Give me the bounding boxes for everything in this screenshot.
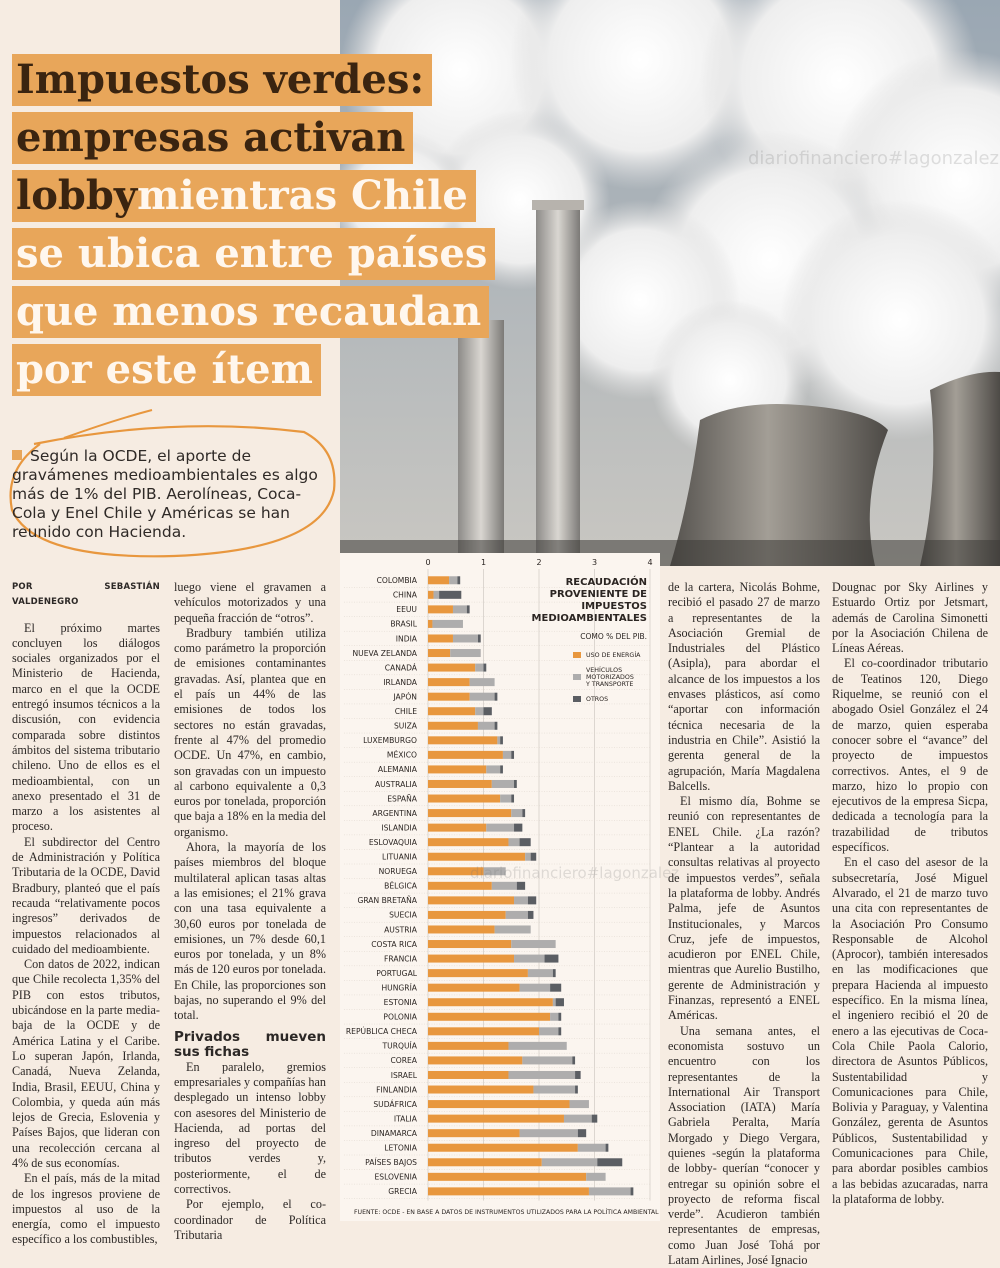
category-label: BÉLGICA [384, 881, 417, 891]
bar-segment [470, 678, 495, 686]
bar-segment [428, 649, 450, 657]
headline-segment: mientras Chile [137, 172, 468, 219]
bar-segment [428, 707, 475, 715]
chart-title: IMPUESTOS [581, 601, 647, 612]
bar-segment [428, 984, 520, 992]
bar-segment [428, 1173, 586, 1181]
bar-segment [592, 1115, 598, 1123]
paragraph: El mismo día, Bohme se reunió con representantes de ENEL Chile. ¿La razón? “Plantear a la autoridad consultas relativas al proyecto de impuestos verdes”, señala la plataforma de lobby. Andrés Palma, jefe de Asuntos Institucionales, y Marcos Cruz, jefe de impuestos, acudieron por ENEL Chile, mientras que Aurelio Bustilho, gerente de Administración y Finanzas, representó a ENEL Américas. [668, 794, 820, 1023]
bar-segment [475, 707, 483, 715]
bar-segment [500, 736, 503, 744]
bar-segment [531, 853, 537, 861]
bar-segment [428, 838, 508, 846]
bar-segment [558, 1027, 561, 1035]
legend-label: Y TRANSPORTE [586, 681, 634, 688]
bar-segment [500, 765, 503, 773]
bar-segment [428, 576, 449, 584]
bar-segment [428, 693, 470, 701]
legend-swatch [573, 674, 581, 680]
category-label: AUSTRALIA [374, 779, 417, 789]
headline-segment: que menos recaudan [16, 288, 482, 335]
legend-label: USO DE ENERGÍA [586, 652, 641, 659]
bar-segment [453, 605, 467, 613]
bar-segment [428, 634, 453, 642]
bar-segment [428, 940, 511, 948]
environmental-tax-chart [340, 553, 660, 1221]
bar-segment [575, 1086, 578, 1094]
watermark: diariofinanciero#lagonzalez [470, 864, 680, 882]
category-label: LETONIA [384, 1143, 417, 1153]
bar-segment [553, 969, 556, 977]
bar-segment [486, 824, 514, 832]
bar-segment [508, 1071, 575, 1079]
bar-segment [484, 707, 492, 715]
paragraph: Bradbury también utiliza como parámetro la proporción de emisiones contaminantes gravadas. Así, plantea que en el país un 44% de las emisiones de todos los sectores no están gravadas, frente al 47% del promedio OCDE. Un 47%, en cambio, son gravadas con un impuesto al carbono equivalente a 0,3 euros por tonelada, proporción que baja a 18% en la media del organismo. [174, 625, 326, 839]
paragraph: luego viene el gravamen a vehículos motorizados y una pequeña fracción de “otros”. [174, 580, 326, 625]
bar-segment [428, 969, 528, 977]
bar-segment [520, 838, 531, 846]
bar-segment [428, 882, 492, 890]
legend-swatch [573, 696, 581, 702]
bar-segment [434, 591, 440, 599]
bar-segment [478, 634, 481, 642]
bar-segment [428, 795, 500, 803]
category-label: COLOMBIA [376, 576, 417, 586]
category-label: ALEMANIA [377, 765, 417, 775]
bar-segment [428, 1129, 520, 1137]
bar-segment [428, 911, 506, 919]
category-label: POLONIA [383, 1012, 417, 1022]
category-label: ESTONIA [383, 998, 417, 1008]
bar-segment [428, 1115, 564, 1123]
bar-segment [511, 795, 514, 803]
article-column-3 [668, 580, 820, 1268]
bar-segment [428, 591, 434, 599]
headline-line [12, 228, 512, 280]
bar-segment [514, 780, 517, 788]
bar-segment [453, 634, 478, 642]
paragraph: En paralelo, gremios empresariales y compañías han desplegado un intenso lobby con asesores del Ministerio de Hacienda, ad portas del ingreso del proyecto de tributos verdes y, posteriormente, el de correctivos. [174, 1059, 326, 1196]
category-label: COREA [390, 1056, 417, 1066]
headline-segment: Impuestos verdes: [16, 56, 425, 103]
bar-segment [428, 1100, 570, 1108]
bar-segment [428, 765, 486, 773]
bar-segment [606, 1144, 609, 1152]
bar-segment [545, 955, 559, 963]
headline-line [12, 54, 512, 106]
bar-segment [486, 765, 500, 773]
bar-segment [484, 664, 487, 672]
category-label: ARGENTINA [372, 808, 417, 818]
bar-segment [495, 722, 498, 730]
bar-segment [556, 998, 564, 1006]
paragraph: Una semana antes, el economista sostuvo un encuentro con los representantes de la International Air Transport Association (IATA) María Gabriela Peralta, María Morgado y Diego Vergara, quienes -según la plataforma de lobby- querían “conocer y entregar su opinión sobre el proyecto de reforma fiscal verde”. Acudieron también representantes de empresas, como Juan José Tohá por Latam Airlines, José Ignacio [668, 1023, 820, 1268]
bar-segment [428, 736, 497, 744]
x-tick-label: 4 [647, 558, 653, 567]
bar-segment [428, 1086, 533, 1094]
bar-segment [428, 1013, 550, 1021]
chart-title: MEDIOAMBIENTALES [531, 613, 647, 624]
bar-segment [514, 896, 528, 904]
headline-segment: se ubica entre países [16, 230, 488, 277]
bar-segment [550, 1013, 558, 1021]
bar-segment [428, 896, 514, 904]
category-label: CHINA [392, 590, 417, 600]
category-label: IRLANDA [383, 677, 417, 687]
bar-segment [428, 620, 432, 628]
x-tick-label: 1 [480, 558, 487, 567]
category-label: SUECIA [389, 910, 417, 920]
bar-segment [449, 576, 457, 584]
category-label: LITUANIA [382, 852, 417, 862]
bar-segment [428, 853, 525, 861]
legend-label: OTROS [586, 696, 609, 703]
category-label: FRANCIA [384, 954, 417, 964]
category-label: ESPAÑA [387, 794, 417, 804]
chart-title: RECAUDACIÓN [565, 577, 647, 588]
article-column-2 [174, 580, 326, 1243]
category-label: PAÍSES BAJOS [365, 1158, 417, 1168]
category-label: JAPÓN [393, 692, 417, 702]
category-label: CHILE [394, 707, 417, 717]
bar-segment [533, 1086, 575, 1094]
bar-segment [506, 911, 528, 919]
bar-segment [475, 664, 483, 672]
bar-segment [428, 925, 495, 933]
category-label: GRECIA [388, 1187, 417, 1197]
headline-line [12, 286, 512, 338]
bar-segment [428, 751, 503, 759]
category-label: CANADÁ [384, 663, 417, 673]
bar-segment [575, 1071, 581, 1079]
paragraph: El co-coordinador tributario de Teatinos 120, Diego Riquelme, se reunió con el abogado Osiel González el 24 de marzo, quien esperaba conocer sobre el “avance” del proyecto de impuestos correctivos. Antes, el 9 de marzo, hizo lo propio con ejecutivos de la empresa Sicpa, dedicada a tecnología para la trazabilidad de tributos específicos. [832, 656, 988, 855]
headline-line [12, 112, 512, 164]
chart-title: PROVENIENTE DE [549, 589, 647, 600]
bar-segment [428, 1144, 578, 1152]
bar-segment [492, 780, 514, 788]
bar-segment [428, 998, 553, 1006]
category-label: GRAN BRETAÑA [357, 896, 417, 906]
bar-segment [528, 896, 536, 904]
bar-segment [514, 955, 545, 963]
lead-text: Según la OCDE, el aporte de gravámenes medioambientales es algo más de 1% del PIB. Aerolíneas, Coca-Cola y Enel Chile y Américas se han reunido con Hacienda. [12, 447, 318, 541]
byline: POR SEBASTIÁN VALDENEGRO [12, 582, 160, 608]
bar-segment [450, 649, 481, 657]
paragraph: El próximo martes concluyen los diálogos sociales organizados por el Ministerio de Hacienda, marco en el que la OCDE entregó insumos técnicos a la discusión, con evidencia comparada sobre distintos ámbitos del sistema tributario chileno. Uno de ellos es el medioambiental, con un anexo presentado el 31 de marzo a los asistentes al proceso. [12, 620, 160, 834]
category-label: EEUU [396, 605, 417, 615]
bar-segment [428, 605, 453, 613]
bar-segment [428, 1042, 508, 1050]
category-label: ESLOVENIA [374, 1172, 417, 1182]
bar-segment [542, 1158, 598, 1166]
bar-segment [428, 867, 484, 875]
paragraph: Por ejemplo, el co-coordinador de Política Tributaria [174, 1197, 326, 1242]
headline-line [12, 170, 512, 222]
category-label: MÉXICO [386, 750, 417, 760]
category-label: PORTUGAL [376, 968, 417, 978]
paragraph: Con datos de 2022, indican que Chile recolecta 1,35% del PIB con estos tributos, ubicándose en la parte media-baja de la OCDE y de América Latina y el Caribe. Lo superan Japón, Irlanda, Canadá, Nueva Zelanda, India, Brasil, EEUU, China y Colombia, y queda aún más lejos de Grecia, Eslovenia y Países Bajos, que lideran con una recolección cercana al 4% de sus economías. [12, 957, 160, 1170]
headline-segment: empresas activan [16, 114, 406, 161]
bar-segment [597, 1158, 622, 1166]
category-label: FINLANDIA [376, 1085, 417, 1095]
bar-segment [511, 940, 555, 948]
bar-segment [631, 1187, 634, 1195]
bar-segment [428, 664, 475, 672]
x-tick-label: 0 [425, 558, 431, 567]
bar-segment [508, 1042, 566, 1050]
bar-segment [428, 1187, 589, 1195]
watermark: diariofinanciero#lagonzalez [748, 148, 1000, 169]
bar-segment [520, 1129, 578, 1137]
category-label: TURQUÍA [382, 1041, 417, 1051]
bar-segment [511, 751, 514, 759]
bar-segment [428, 1158, 542, 1166]
category-label: ISLANDIA [381, 823, 417, 833]
bar-segment [550, 984, 561, 992]
bar-segment [428, 678, 470, 686]
bar-segment [522, 809, 525, 817]
bar-segment [497, 736, 500, 744]
bar-segment [495, 693, 498, 701]
category-label: NUEVA ZELANDA [352, 648, 417, 658]
bar-segment [439, 591, 461, 599]
bar-segment [539, 1027, 558, 1035]
bar-segment [572, 1056, 575, 1064]
bar-segment [578, 1129, 586, 1137]
category-label: SUDÁFRICA [373, 1099, 417, 1109]
paragraph: En el país, más de la mitad de los ingresos proviene de impuestos al uso de la energía, como el impuesto específico a los combustibles, [12, 1171, 160, 1247]
bar-segment [428, 780, 492, 788]
headline-segment: lobby [16, 172, 138, 219]
bar-segment [517, 882, 525, 890]
bar-segment [428, 1027, 539, 1035]
bar-segment [467, 605, 470, 613]
x-tick-label: 2 [536, 558, 542, 567]
category-label: AUSTRIA [384, 925, 417, 935]
bar-segment [564, 1115, 592, 1123]
bar-segment [528, 911, 534, 919]
bar-segment [589, 1187, 631, 1195]
chart-subtitle: COMO % DEL PIB. [580, 632, 647, 641]
article-column-1 [12, 580, 160, 1248]
paragraph: de la cartera, Nicolás Bohme, recibió el pasado 27 de marzo a representantes de la Asociación Gremial de Industriales del Plástico (Asipla), para abordar el alcance de los impuestos a los envases plásticos, así como “aportar con información técnica necesaria de la industria en Chile”. Asistió la gerenta general de la agrupación, María Magdalena Balcells. [668, 580, 820, 793]
bar-segment [570, 1100, 589, 1108]
bar-segment [428, 1071, 508, 1079]
paragraph: Dougnac por Sky Airlines y Estuardo Ortiz por Jetsmart, además de Carolina Simonetti por la Asociación Chilena de Líneas Aéreas. [832, 580, 988, 656]
bar-segment [495, 925, 531, 933]
headline [12, 54, 512, 402]
bar-segment [578, 1144, 606, 1152]
legend-swatch [573, 652, 581, 658]
legend-label: VEHÍCULOS [586, 667, 623, 674]
bar-segment [503, 751, 511, 759]
bar-segment [553, 998, 556, 1006]
x-tick-label: 3 [591, 558, 598, 567]
category-label: COSTA RICA [371, 939, 417, 949]
subhead: Privados mueven sus fichas [174, 1028, 326, 1060]
bar-segment [558, 1013, 561, 1021]
paragraph: En el caso del asesor de la subsecretaría, José Miguel Alvarado, el 21 de marzo tuvo una cita con representantes de la Asociación Pro Consumo Responsable de Alcohol (Aprocor), también interesados en las modificaciones que prepara Hacienda al impuesto específico. En la misma línea, el ingeniero recibió el 20 de enero a las ejecutivas de Coca-Cola Chile Paola Calorio, directora de Asuntos Públicos, Sustentabilidad y Comunicaciones para Chile, Bolivia y Paraguay, y Valentina González, gerenta de Asuntos Públicos, Sustentabilidad y Comunicaciones para Chile, para abordar posibles cambios a las bebidas azucaradas, narra la plataforma de lobby. [832, 855, 988, 1206]
paragraph: El subdirector del Centro de Administración y Política Tributaria de la OCDE, David Bradbury, planteó que el país recauda “relativamente pocos ingresos” derivados de impuestos relacionados al cuidado del medioambiente. [12, 834, 160, 956]
chart-svg [340, 553, 660, 1221]
category-label: INDIA [395, 634, 417, 644]
bar-segment [428, 809, 511, 817]
bar-segment [508, 838, 519, 846]
category-label: ESLOVAQUIA [368, 837, 417, 847]
bar-segment [432, 620, 463, 628]
bar-segment [457, 576, 460, 584]
category-label: LUXEMBURGO [363, 736, 417, 746]
headline-segment: por este ítem [16, 346, 313, 393]
bar-segment [484, 867, 506, 875]
category-label: DINAMARCA [370, 1128, 417, 1138]
bar-segment [428, 1056, 522, 1064]
bar-segment [511, 809, 522, 817]
article-column-4 [832, 580, 988, 1207]
bar-segment [428, 722, 478, 730]
bar-segment [500, 795, 511, 803]
lead-paragraph [12, 447, 328, 542]
category-label: ITALIA [393, 1114, 417, 1124]
bar-segment [586, 1173, 605, 1181]
chart-source: FUENTE: OCDE - EN BASE A DATOS DE INSTRUMENTOS UTILIZADOS PARA LA POLÍTICA AMBIENTAL [354, 1209, 659, 1216]
category-label: REPÚBLICA CHECA [345, 1027, 417, 1037]
bar-segment [528, 969, 553, 977]
category-label: BRASIL [390, 619, 417, 629]
bar-segment [520, 984, 551, 992]
category-label: HUNGRÍA [381, 983, 417, 993]
bar-segment [470, 693, 495, 701]
bar-segment [428, 824, 486, 832]
category-label: ISRAEL [390, 1070, 417, 1080]
category-label: SUIZA [393, 721, 417, 731]
bar-segment [492, 882, 517, 890]
bar-segment [428, 955, 514, 963]
category-label: NORUEGA [378, 867, 417, 877]
bar-segment [522, 1056, 572, 1064]
bar-segment [478, 722, 495, 730]
paragraph: Ahora, la mayoría de los países miembros del bloque multilateral aplican tasas altas a las emisiones; el 21% grava con una tasa equivalente a 30,60 euros por tonelada de emisiones, un 7% desde 60,1 euros por tonelada, y un 8% más de 120 euros por tonelada. En Chile, las proporciones son bajas, no superando el 9% del total. [174, 840, 326, 1023]
bullet-square-icon [12, 450, 22, 460]
bar-segment [514, 824, 522, 832]
headline-line [12, 344, 512, 396]
legend-label: MOTORIZADOS [586, 674, 634, 681]
bar-segment [525, 853, 531, 861]
